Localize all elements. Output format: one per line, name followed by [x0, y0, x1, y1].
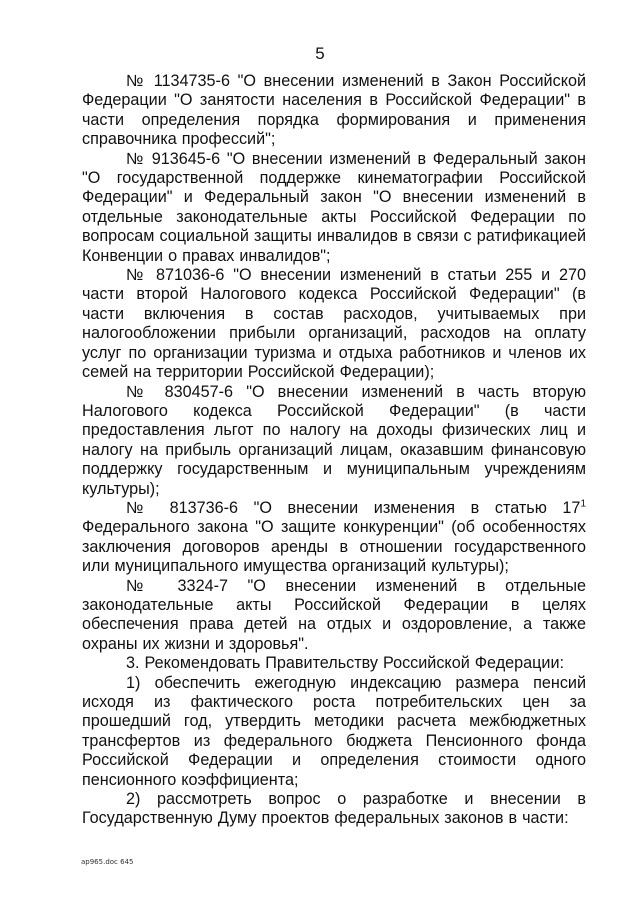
footer-doc-code: ap965.doc 645 [81, 858, 134, 866]
superscript-marker: 1 [580, 498, 586, 510]
bill-1134735-6: № 1134735-6 "О внесении изменений в Закон Российской Федерации "О занятости населения в Российской Федерации" в части определения порядка формирования и применения справочника профессий"; [82, 72, 586, 149]
document-body [82, 72, 586, 829]
bill-871036-6: № 871036-6 "О внесении изменений в статьи 255 и 270 части второй Налогового кодекса Российской Федерации" (в части включения в состав расходов, учитываемых при налогообложении прибыли организаций, расходов на оплату услуг по организации туризма и отдыха работников и членов их семей на территории Российской Федерации); [82, 266, 586, 382]
bill-813736-6-text-cont: Федерального закона "О защите конкуренции" (об особенностях заключения договоров аренды в отношении государственного или муниципального имущества организаций культуры); [82, 518, 586, 576]
page-number: 5 [315, 44, 325, 63]
bill-913645-6: № 913645-6 "О внесении изменений в Федеральный закон "О государственной поддержке кинематографии Российской Федерации" и Федеральный закон "О внесении изменений в отдельные законодательные акты Российской Федерации по вопросам социальной защиты инвалидов в связи с ратификацией Конвенции о правах инвалидов"; [82, 149, 586, 265]
bill-3324-7: № 3324-7 "О внесении изменений в отдельные законодательные акты Российской Федерации в целях обеспечения права детей на отдых и оздоровление, а также охраны их жизни и здоровья". [82, 576, 586, 653]
bill-813736-6-text: № 813736-6 "О внесении изменения в статью 17 [126, 498, 581, 517]
item-2-draft-laws: 2) рассмотреть вопрос о разработке и внесении в Государственную Думу проектов федеральных законов в части: [82, 790, 586, 828]
bill-813736-6 [82, 499, 586, 577]
section-3-heading: 3. Рекомендовать Правительству Российской Федерации: [126, 654, 565, 673]
item-1-pensions: 1) обеспечить ежегодную индексацию размера пенсий исходя из фактического роста потребительских цен за прошедший год, утвердить методики расчета межбюджетных трансфертов из федерального бюджета Пенсионного фонда Российской Федерации и определения стоимости одного пенсионного коэффициента; [82, 673, 586, 789]
bill-830457-6: № 830457-6 "О внесении изменений в часть вторую Налогового кодекса Российской Федерации" (в части предоставления льгот по налогу на доходы физических лиц и налогу на прибыль организаций лицам, оказавшим финансовую поддержку государственным и муниципальным учреждениям культуры); [82, 382, 586, 498]
